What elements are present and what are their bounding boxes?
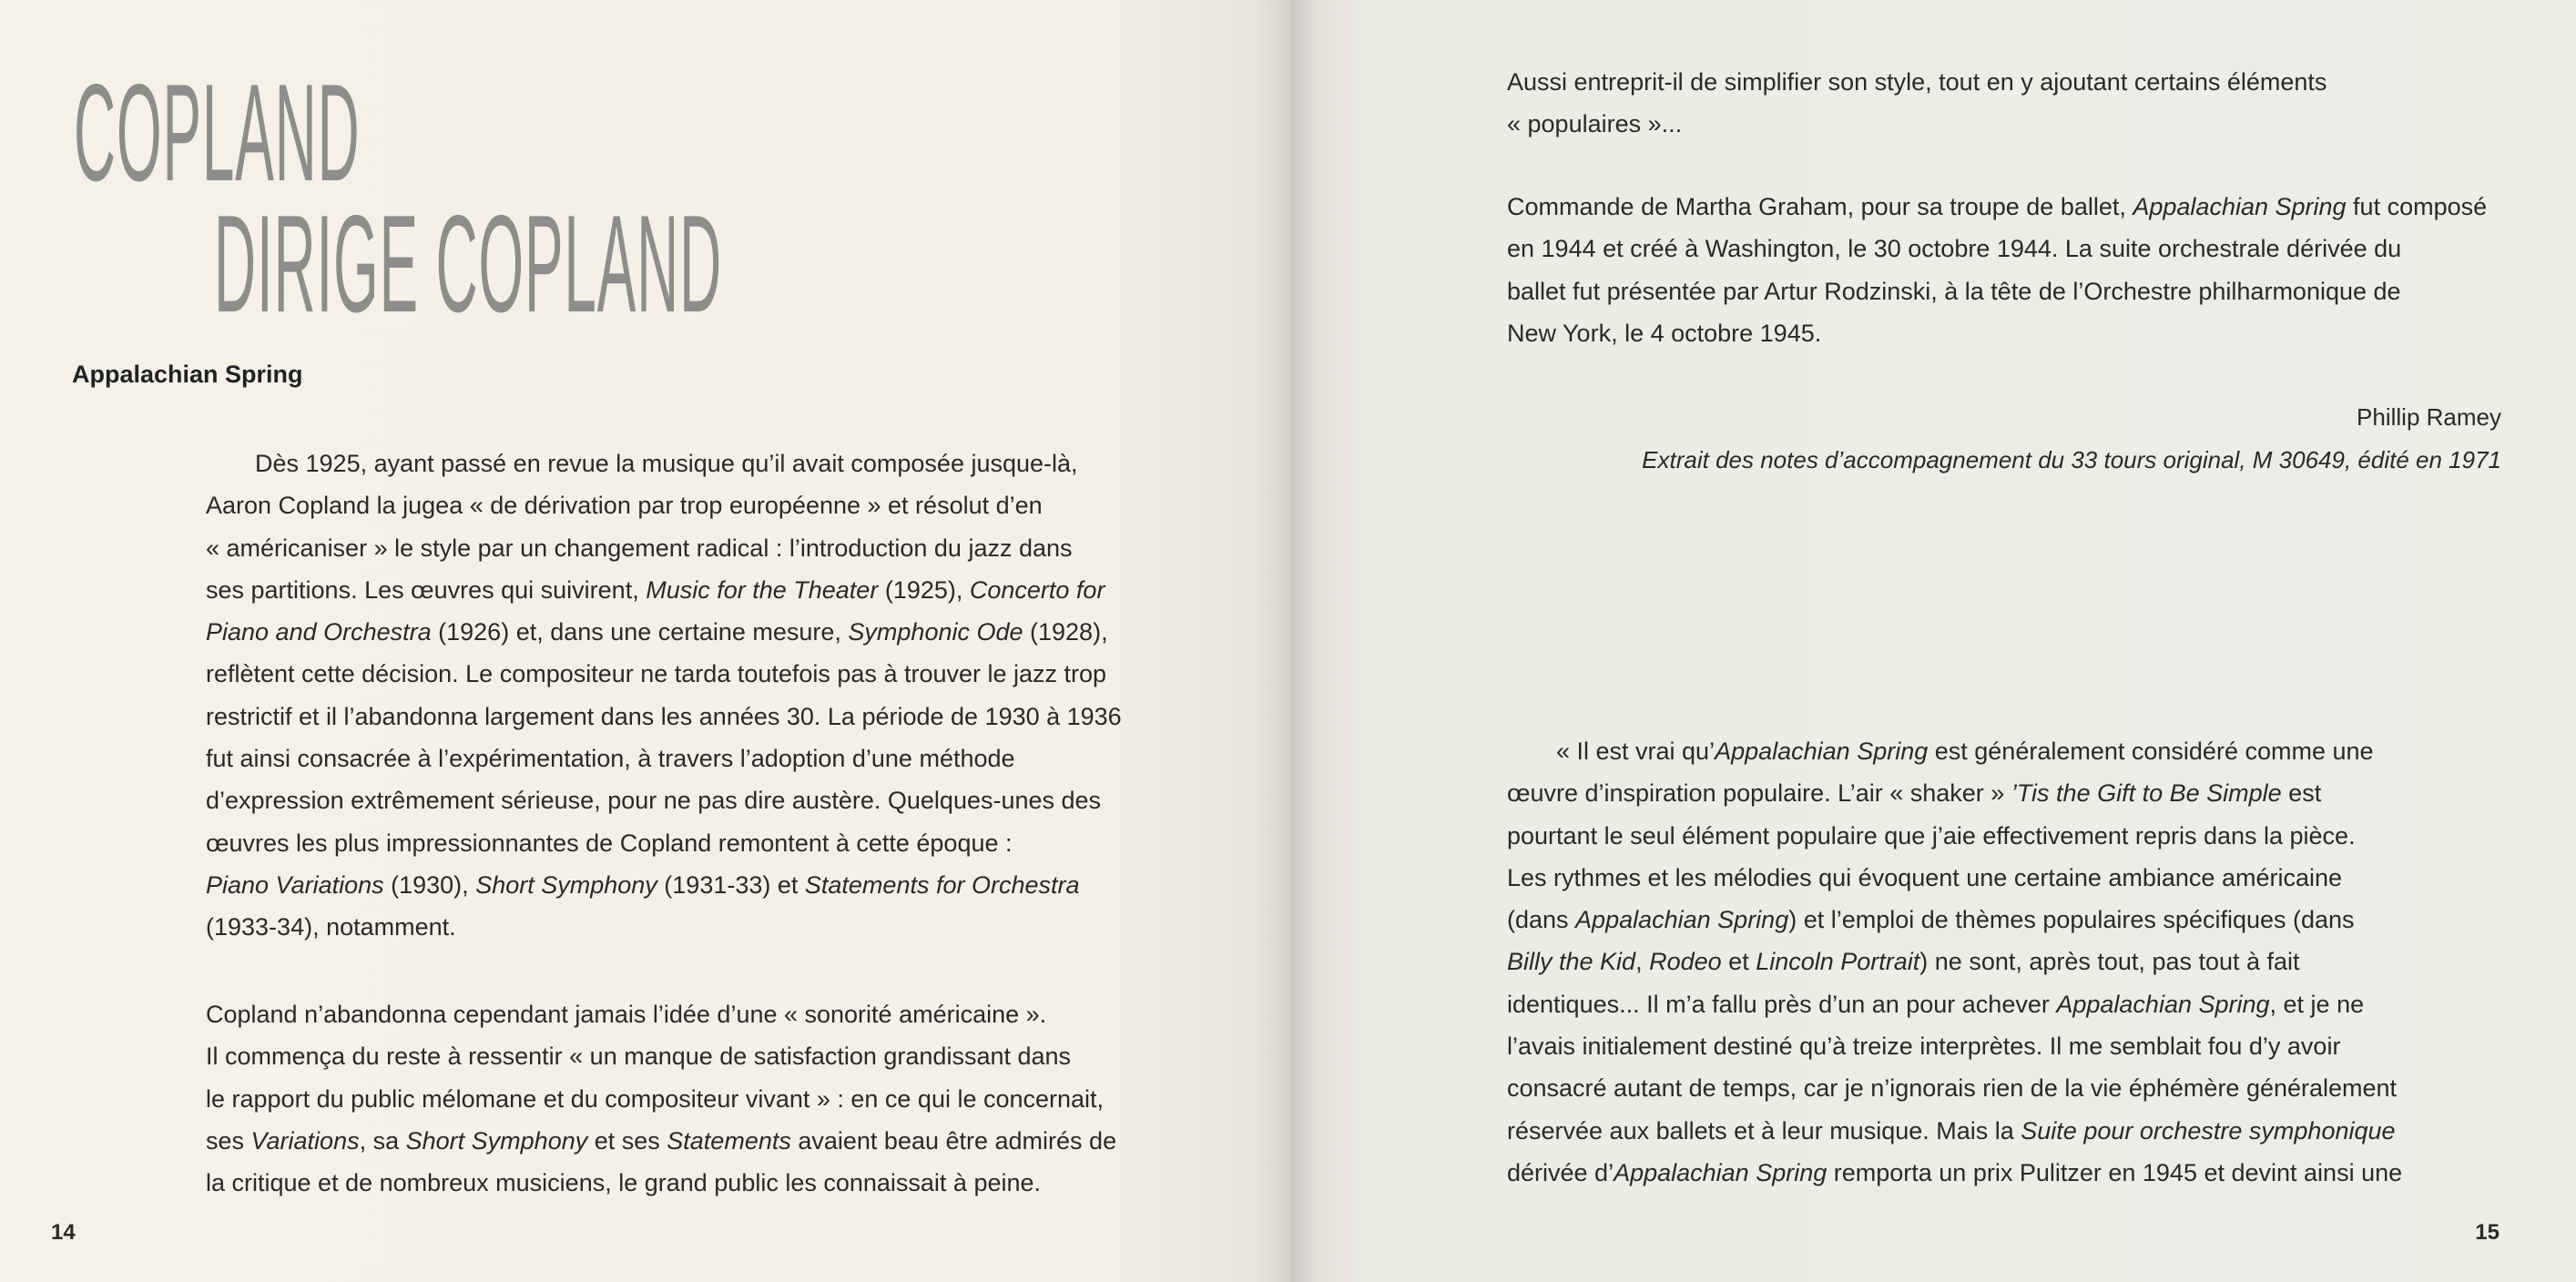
text-segment: avaient beau être admirés de — [790, 1126, 1117, 1155]
text-line — [1507, 312, 2487, 354]
italic-title-text: Concerto for — [969, 575, 1105, 604]
text-line — [206, 443, 1122, 484]
text-line — [1507, 730, 2402, 772]
italic-title-text: Symphonic Ode — [848, 618, 1023, 646]
italic-title-text: Statements for Orchestra — [804, 870, 1080, 899]
right-page — [1290, 0, 2576, 1282]
italic-title-text: Short Symphony — [405, 1126, 588, 1155]
page-number: 15 — [2475, 1220, 2500, 1245]
text-segment: fut ainsi consacrée à l’expérimentation, à travers l’adoption d’une méthode — [206, 745, 1015, 773]
text-segment: (1933-34), notamment. — [206, 913, 456, 941]
text-segment: est généralement considéré comme une — [1928, 738, 2374, 765]
attribution-source: Extrait des notes d’accompagnement du 33 tours original, M 30649, édité en 1971 — [1642, 446, 2501, 473]
text-segment: Dès 1925, ayant passé en revue la musique qu’il avait composée jusque-là, — [255, 450, 1078, 477]
text-segment: réservée aux ballets et à leur musique. Mais la — [1507, 1116, 2021, 1145]
text-line — [1507, 857, 2402, 899]
text-segment: (1928), — [1023, 618, 1108, 646]
text-line — [206, 1120, 1116, 1162]
text-segment: pourtant le seul élément populaire que j’aie effectivement repris dans la pièce. — [1507, 821, 2356, 850]
text-segment: ) ne sont, après tout, pas tout à fait — [1919, 948, 2300, 976]
italic-title-text: Suite pour orchestre symphonique — [2021, 1116, 2396, 1145]
text-line — [206, 1078, 1116, 1120]
text-segment: (dans — [1507, 906, 1576, 934]
text-segment: l’avais initialement destiné qu’à treize interprètes. Il me semblait fou d’y avoir — [1507, 1033, 2341, 1061]
text-segment: ballet fut présentée par Artur Rodzinski, à la tête de l’Orchestre philharmonique de — [1507, 277, 2401, 305]
italic-title-text: Billy the Kid — [1507, 948, 1636, 976]
text-segment: Les rythmes et les mélodies qui évoquent une certaine ambiance américaine — [1507, 863, 2343, 891]
text-segment: la critique et de nombreux musiciens, le grand public les connaissait à peine. — [206, 1169, 1042, 1197]
text-line — [1507, 815, 2402, 857]
text-line — [206, 779, 1122, 821]
page-number: 14 — [51, 1220, 76, 1245]
quote-paragraph — [1507, 730, 2402, 1194]
italic-title-text: ’Tis the Gift to Be Simple — [2011, 779, 2282, 808]
text-line — [1507, 228, 2487, 270]
text-line — [206, 484, 1122, 526]
italic-title-text: Lincoln Portrait — [1756, 948, 1920, 976]
text-line — [206, 1035, 1116, 1077]
italic-title-text: Appalachian Spring — [1575, 906, 1789, 934]
title-line-1: COPLAND — [74, 56, 361, 210]
text-line — [1507, 270, 2487, 312]
text-segment: (1931-33) et — [657, 870, 805, 899]
italic-title-text: Appalachian Spring — [2056, 990, 2270, 1018]
text-segment: ses — [206, 1126, 251, 1155]
text-segment: et ses — [587, 1126, 667, 1155]
text-segment: ses partitions. Les œuvres qui suivirent, — [206, 575, 647, 604]
italic-title-text: Piano Variations — [206, 870, 384, 899]
title-line-2: DIRIGE COPLAND — [214, 187, 723, 341]
text-line — [1507, 1025, 2402, 1067]
text-segment: Il commença du reste à ressentir « un manque de satisfaction grandissant dans — [206, 1043, 1072, 1071]
text-segment: Aaron Copland la jugea « de dérivation par trop européenne » et résolut d’en — [206, 492, 1043, 520]
body-paragraph — [1507, 61, 2327, 146]
text-segment: restrictif et il l’abandonna largement dans les années 30. La période de 1930 à 1936 — [206, 702, 1122, 730]
text-line — [1507, 1110, 2402, 1152]
text-segment: dérivée d’ — [1507, 1158, 1614, 1186]
text-line — [206, 822, 1122, 864]
body-paragraph — [1507, 186, 2487, 354]
text-segment: New York, le 4 octobre 1945. — [1507, 319, 1822, 347]
text-segment: ) et l’emploi de thèmes populaires spécifiques (dans — [1788, 906, 2355, 934]
text-line — [206, 527, 1122, 569]
text-segment: en 1944 et créé à Washington, le 30 octobre 1944. La suite orchestrale dérivée du — [1507, 235, 2402, 263]
text-segment: reflètent cette décision. Le compositeur ne tarda toutefois pas à trouver le jazz trop — [206, 660, 1107, 688]
text-line — [1507, 899, 2402, 941]
section-heading: Appalachian Spring — [72, 361, 303, 388]
text-line — [206, 569, 1122, 611]
text-line — [1507, 61, 2327, 103]
text-segment: « américaniser » le style par un changement radical : l’introduction du jazz dans — [206, 534, 1073, 562]
italic-title-text: Short Symphony — [475, 870, 657, 899]
attribution-author: Phillip Ramey — [2357, 403, 2501, 431]
text-segment: est — [2281, 779, 2322, 808]
italic-title-text: Variations — [250, 1126, 360, 1155]
text-segment: Copland n’abandonna cependant jamais l’idée d’une « sonorité américaine ». — [206, 1001, 1047, 1028]
text-segment: (1925), — [878, 575, 970, 604]
text-segment: , sa — [359, 1126, 406, 1155]
text-line — [206, 738, 1122, 779]
italic-title-text: Piano and Orchestra — [206, 618, 432, 646]
body-paragraph — [206, 993, 1116, 1204]
italic-title-text: Appalachian Spring — [1715, 738, 1929, 765]
text-line — [206, 653, 1122, 695]
text-segment: « populaires »... — [1507, 110, 1683, 138]
italic-title-text: Statements — [667, 1126, 791, 1155]
text-line — [1507, 186, 2487, 228]
text-segment: Commande de Martha Graham, pour sa troupe de ballet, — [1507, 193, 2133, 220]
text-line — [206, 864, 1122, 906]
italic-title-text: Appalachian Spring — [2133, 193, 2347, 220]
text-segment: (1926) et, dans une certaine mesure, — [431, 618, 849, 646]
text-segment: consacré autant de temps, car je n’ignorais rien de la vie éphémère généralement — [1507, 1074, 2398, 1103]
text-segment: le rapport du public mélomane et du compositeur vivant » : en ce qui le concernait, — [206, 1084, 1105, 1113]
italic-title-text: Music for the Theater — [646, 575, 879, 604]
text-line — [1507, 941, 2402, 982]
text-segment: fut composé — [2346, 193, 2488, 220]
text-segment: œuvre d’inspiration populaire. L’air « shaker » — [1507, 779, 2011, 808]
text-line — [1507, 772, 2402, 814]
text-line — [1507, 103, 2327, 145]
text-segment: , — [1635, 948, 1650, 976]
italic-title-text: Rodeo — [1649, 948, 1722, 976]
text-line — [206, 1162, 1116, 1204]
text-line — [1507, 1152, 2402, 1194]
text-line — [206, 611, 1122, 653]
text-segment: d’expression extrêmement sérieuse, pour ne pas dire austère. Quelques-unes des — [206, 787, 1102, 815]
text-line — [206, 696, 1122, 738]
text-line — [206, 906, 1122, 948]
text-segment: « Il est vrai qu’ — [1556, 738, 1716, 765]
text-segment: identiques... Il m’a fallu près d’un an pour achever — [1507, 990, 2057, 1018]
text-segment: et — [1721, 948, 1756, 976]
italic-title-text: Appalachian Spring — [1614, 1158, 1828, 1186]
text-line — [1507, 1067, 2402, 1109]
text-segment: , et je ne — [2269, 990, 2365, 1018]
text-segment: Aussi entreprit-il de simplifier son style, tout en y ajoutant certains éléments — [1507, 68, 2327, 96]
text-segment: (1930), — [383, 870, 476, 899]
text-line — [1507, 983, 2402, 1025]
body-paragraph — [206, 443, 1122, 949]
text-segment: œuvres les plus impressionnantes de Copland remontent à cette époque : — [206, 829, 1013, 857]
text-segment: remporta un prix Pulitzer en 1945 et devint ainsi une — [1827, 1158, 2403, 1186]
text-line — [206, 993, 1116, 1035]
